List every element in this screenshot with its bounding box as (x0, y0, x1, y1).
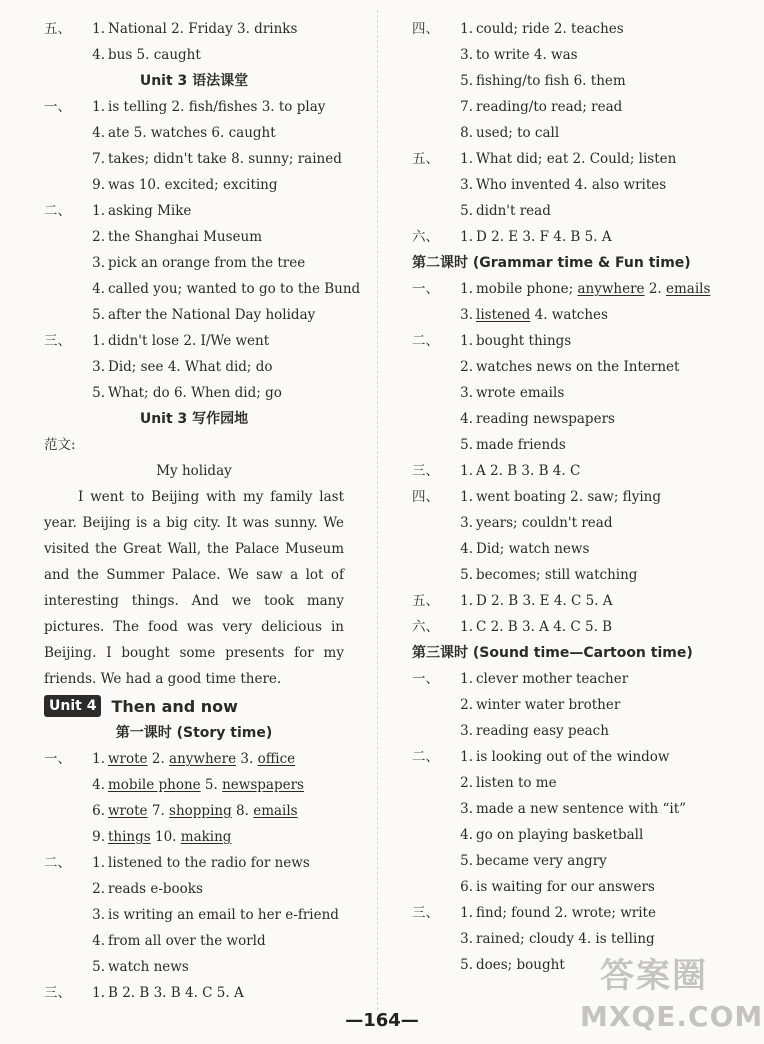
item-number: 3. (92, 907, 105, 923)
answer-row (412, 406, 712, 432)
item-number: 1. (460, 749, 473, 765)
column-divider (377, 10, 378, 1010)
item-number: 1. (460, 619, 473, 635)
answer-row (412, 380, 712, 406)
answer-row (44, 120, 344, 146)
answer-text: clever mother teacher (476, 671, 629, 687)
answer-text: does; bought (476, 957, 565, 973)
answer-text: D 2. B 3. E 4. C 5. A (476, 593, 613, 609)
answer-text: go on playing basketball (476, 827, 644, 843)
item-number: 4. (92, 281, 105, 297)
underlined-answer: wrote (108, 803, 148, 819)
item-number: 5. (92, 385, 105, 401)
answer-text: wrote 2. anywhere 3. office (108, 751, 296, 767)
unit3-writing-heading: Unit 3 写作园地 (139, 411, 249, 427)
item-number: 4. (460, 541, 473, 557)
answer-text: is looking out of the window (476, 749, 670, 765)
answer-row (44, 328, 344, 354)
answer-text: bought things (476, 333, 572, 349)
answer-row (412, 770, 712, 796)
answer-text: C 2. B 3. A 4. C 5. B (476, 619, 613, 635)
item-number: 5. (92, 959, 105, 975)
answer-text: didn't read (476, 203, 551, 219)
answer-row (412, 120, 712, 146)
answer-text: didn't lose 2. I/We went (108, 333, 270, 349)
answer-text: asking Mike (108, 203, 192, 219)
essay-line: year. Beijing is a big city. It was sunny. We (44, 515, 344, 531)
item-number: 2. (460, 359, 473, 375)
section-number: 四、 (412, 21, 439, 37)
answer-row (412, 900, 712, 926)
answer-row (412, 744, 712, 770)
item-number: 3. (92, 359, 105, 375)
answer-row (412, 198, 712, 224)
item-number: 3. (92, 255, 105, 271)
item-number: 1. (460, 281, 473, 297)
section-number: 三、 (44, 985, 71, 1001)
section-number: 三、 (412, 463, 439, 479)
item-number: 5. (460, 203, 473, 219)
answer-row (44, 954, 344, 980)
right-column (412, 16, 712, 978)
section-number: 二、 (44, 203, 71, 219)
item-number: 9. (92, 177, 105, 193)
item-number: 3. (460, 723, 473, 739)
item-number: 1. (460, 463, 473, 479)
answer-row (44, 772, 344, 798)
item-number: 4. (460, 411, 473, 427)
item-number: 4. (92, 47, 105, 63)
grammar-time-rows (412, 328, 712, 640)
answer-text: find; found 2. wrote; write (476, 905, 656, 921)
item-number: 1. (460, 905, 473, 921)
answer-text: becomes; still watching (476, 567, 638, 583)
underlined-answer: making (180, 829, 232, 845)
section-number: 四、 (412, 489, 439, 505)
answer-text: could; ride 2. teaches (476, 21, 624, 37)
essay-line: and the Summer Palace. We saw a lot of (44, 567, 344, 583)
answer-text: is telling 2. fish/fishes 3. to play (108, 99, 326, 115)
underlined-answer: newspapers (222, 777, 304, 793)
essay-line: interesting things. And we took many (44, 593, 344, 609)
answer-text: the Shanghai Museum (108, 229, 263, 245)
answer-text: reading easy peach (476, 723, 609, 739)
answer-row (412, 510, 712, 536)
answer-row (44, 380, 344, 406)
answer-row (44, 354, 344, 380)
answer-text: reading/to read; read (476, 99, 623, 115)
left-intro-rows (44, 16, 344, 68)
item-number: 1. (460, 333, 473, 349)
answer-row (412, 666, 712, 692)
left-column (44, 16, 361, 1006)
answer-text: bus 5. caught (108, 47, 201, 63)
item-number: 7. (92, 151, 105, 167)
item-number: 1. (92, 333, 105, 349)
answer-text: National 2. Friday 3. drinks (108, 21, 298, 37)
answer-text: Did; watch news (476, 541, 590, 557)
answer-row (44, 94, 344, 120)
answer-text: takes; didn't take 8. sunny; rained (108, 151, 342, 167)
answer-text: watch news (108, 959, 189, 975)
answer-text: wrote 7. shopping 8. emails (108, 803, 298, 819)
answer-row (412, 276, 712, 302)
item-number: 1. (460, 489, 473, 505)
answer-row (44, 172, 344, 198)
answer-row (412, 822, 712, 848)
item-number: 5. (460, 73, 473, 89)
item-number: 5. (460, 437, 473, 453)
answer-text: from all over the world (108, 933, 266, 949)
sound-time-heading: 第三课时 (Sound time—Cartoon time) (412, 645, 693, 661)
answer-row (412, 68, 712, 94)
watermark-en: MXQE.COM (580, 1000, 764, 1033)
essay-line: visited the Great Wall, the Palace Museum (44, 541, 344, 557)
watermark-cn: 答案圈 (600, 956, 708, 996)
answer-row (44, 146, 344, 172)
grammar-time-heading: 第二课时 (Grammar time & Fun time) (412, 255, 691, 271)
answer-text: rained; cloudy 4. is telling (476, 931, 655, 947)
answer-text: What did; eat 2. Could; listen (476, 151, 677, 167)
answer-text: fishing/to fish 6. them (476, 73, 626, 89)
answer-row (44, 16, 344, 42)
item-number: 3. (460, 307, 473, 323)
answer-text: B 2. B 3. B 4. C 5. A (108, 985, 244, 1001)
answer-text: called you; wanted to go to the Bund (108, 281, 361, 297)
answer-row (44, 250, 344, 276)
page-number: —164— (345, 1010, 419, 1031)
item-number: 3. (460, 801, 473, 817)
underlined-answer: things (108, 829, 151, 845)
underlined-answer: mobile phone (108, 777, 201, 793)
answer-row (412, 848, 712, 874)
item-number: 3. (460, 177, 473, 193)
item-number: 4. (92, 933, 105, 949)
item-number: 6. (92, 803, 105, 819)
item-number: 2. (92, 229, 105, 245)
answer-row (412, 42, 712, 68)
item-number: 1. (460, 151, 473, 167)
item-number: 9. (92, 829, 105, 845)
answer-row (44, 850, 344, 876)
unit3-grammar-heading: Unit 3 语法课堂 (139, 73, 249, 89)
answer-text: years; couldn't read (476, 515, 613, 531)
item-number: 1. (92, 203, 105, 219)
answer-row (412, 94, 712, 120)
answer-row (44, 276, 361, 302)
section-number: 二、 (412, 333, 439, 349)
section-number: 二、 (44, 855, 71, 871)
essay-line: pictures. The food was very delicious in (44, 619, 344, 635)
answer-text: was 10. excited; exciting (108, 177, 278, 193)
answer-row (44, 928, 344, 954)
answer-row (412, 432, 712, 458)
answer-text: after the National Day holiday (108, 307, 316, 323)
answer-text: winter water brother (476, 697, 621, 713)
answer-row (412, 224, 712, 250)
section-number: 六、 (412, 229, 439, 245)
item-number: 5. (460, 957, 473, 973)
item-number: 4. (92, 125, 105, 141)
underlined-answer: shopping (169, 803, 232, 819)
item-number: 2. (460, 775, 473, 791)
essay-body (44, 484, 344, 692)
item-number: 1. (92, 751, 105, 767)
answer-row (412, 484, 712, 510)
answer-text: mobile phone; anywhere 2. emails (476, 281, 711, 297)
item-number: 6. (460, 879, 473, 895)
answer-row (412, 692, 712, 718)
item-number: 2. (460, 697, 473, 713)
item-number: 1. (92, 985, 105, 1001)
right-top-rows (412, 16, 712, 250)
answer-row (412, 354, 712, 380)
item-number: 5. (460, 567, 473, 583)
answer-row (412, 16, 712, 42)
item-number: 1. (92, 21, 105, 37)
answer-text: used; to call (476, 125, 560, 141)
answer-text: reading newspapers (476, 411, 615, 427)
section-number: 六、 (412, 619, 439, 635)
answer-text: things 10. making (108, 829, 232, 845)
answer-text: mobile phone 5. newspapers (108, 777, 304, 793)
section-number: 二、 (412, 749, 439, 765)
answer-text: made a new sentence with “it” (476, 801, 687, 817)
essay-title: My holiday (156, 463, 232, 479)
sample-essay-label: 范文: (44, 437, 76, 453)
answer-row (44, 902, 344, 928)
item-number: 3. (460, 515, 473, 531)
answer-row (412, 146, 712, 172)
answer-row (44, 980, 344, 1006)
item-number: 1. (460, 21, 473, 37)
answer-text: reads e-books (108, 881, 203, 897)
answer-text: became very angry (476, 853, 607, 869)
answer-row (412, 536, 712, 562)
essay-line: I went to Beijing with my family last (78, 489, 344, 505)
answer-text: went boating 2. saw; flying (476, 489, 661, 505)
answer-text: is writing an email to her e-friend (108, 907, 339, 923)
story-time-rows (44, 850, 344, 1006)
section-number: 一、 (44, 99, 71, 115)
answer-row (44, 302, 344, 328)
item-number: 5. (92, 307, 105, 323)
answer-text: D 2. E 3. F 4. B 5. A (476, 229, 612, 245)
answer-text: A 2. B 3. B 4. C (476, 463, 581, 479)
watermark-logo (560, 948, 764, 1044)
underlined-answer: wrote (108, 751, 148, 767)
unit-badge: Unit 4 (44, 695, 101, 717)
item-number: 1. (92, 99, 105, 115)
answer-text: Did; see 4. What did; do (108, 359, 273, 375)
answer-row (44, 224, 344, 250)
section-number: 三、 (44, 333, 71, 349)
item-number: 3. (460, 931, 473, 947)
answer-row (412, 172, 712, 198)
section-number: 一、 (412, 671, 439, 687)
unit3-grammar-rows (44, 94, 361, 406)
item-number: 3. (460, 47, 473, 63)
answer-row (44, 876, 344, 902)
essay-line: friends. We had a good time there. (44, 671, 282, 687)
answer-text: made friends (476, 437, 566, 453)
item-number: 1. (92, 855, 105, 871)
item-number: 4. (460, 827, 473, 843)
answer-row (44, 198, 344, 224)
section-number: 三、 (412, 905, 439, 921)
answer-row (44, 824, 344, 850)
story-time-heading: 第一课时 (Story time) (115, 725, 273, 741)
answer-row (412, 718, 712, 744)
answer-row (44, 798, 344, 824)
answer-row (412, 874, 712, 900)
answer-text: wrote emails (476, 385, 565, 401)
section-number: 五、 (44, 21, 71, 37)
answer-text: pick an orange from the tree (108, 255, 306, 271)
answer-row (412, 562, 712, 588)
answer-row (44, 746, 344, 772)
item-number: 1. (460, 229, 473, 245)
answer-text: watches news on the Internet (476, 359, 680, 375)
answer-text: What; do 6. When did; go (108, 385, 282, 401)
answer-text: listened 4. watches (476, 307, 608, 323)
answer-row (412, 796, 712, 822)
answer-row (412, 458, 712, 484)
item-number: 3. (460, 385, 473, 401)
underlined-answer: emails (253, 803, 298, 819)
item-number: 5. (460, 853, 473, 869)
answer-row (412, 614, 712, 640)
answer-text: listen to me (476, 775, 557, 791)
item-number: 7. (460, 99, 473, 115)
item-number: 4. (92, 777, 105, 793)
unit4-header (44, 692, 344, 720)
section-number: 五、 (412, 593, 439, 609)
item-number: 1. (460, 671, 473, 687)
answer-text: ate 5. watches 6. caught (108, 125, 276, 141)
answer-row (412, 588, 712, 614)
section-number: 一、 (44, 751, 71, 767)
underlined-answer: office (257, 751, 296, 767)
unit-title: Then and now (111, 696, 238, 716)
answer-row (412, 328, 712, 354)
answer-text: Who invented 4. also writes (476, 177, 667, 193)
underlined-answer: anywhere (169, 751, 237, 767)
story-time-underlined-rows (44, 746, 344, 850)
essay-line: Beijing. I bought some presents for my (44, 645, 344, 661)
item-number: 1. (460, 593, 473, 609)
section-number: 一、 (412, 281, 439, 297)
answer-text: listened to the radio for news (108, 855, 310, 871)
answer-text: is waiting for our answers (476, 879, 655, 895)
answer-row (412, 302, 712, 328)
answer-row (44, 42, 344, 68)
answer-text: to write 4. was (476, 47, 578, 63)
item-number: 8. (460, 125, 473, 141)
item-number: 2. (92, 881, 105, 897)
sound-time-rows (412, 666, 712, 978)
section-number: 五、 (412, 151, 439, 167)
